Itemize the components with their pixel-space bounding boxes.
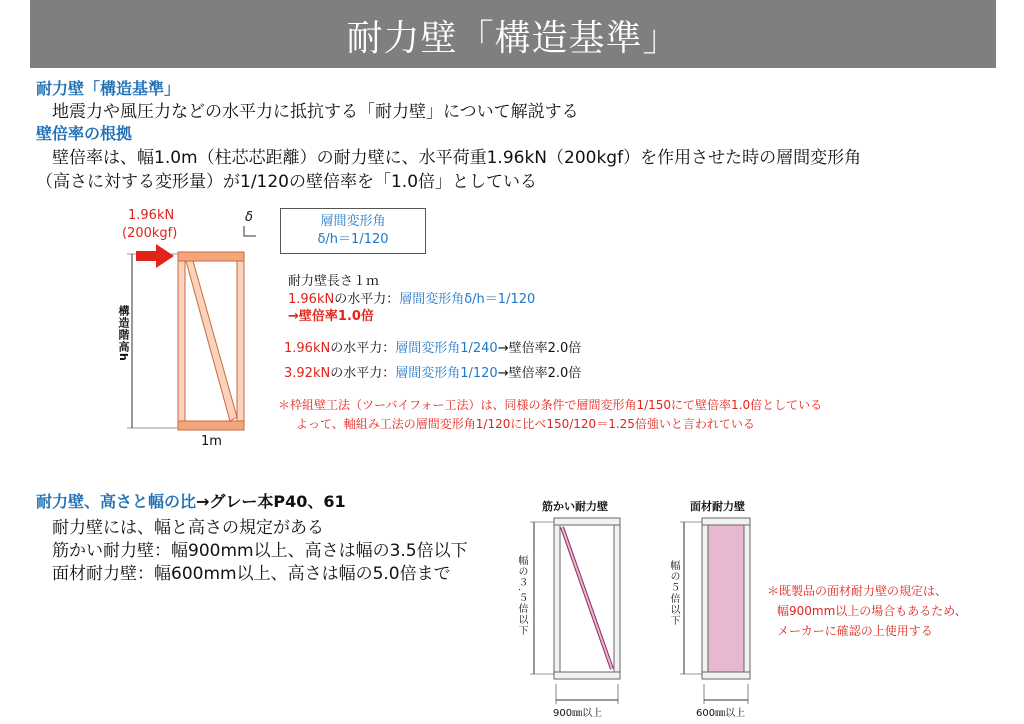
brace-ratio-label: 幅の３.５倍以下	[516, 555, 527, 637]
case3-line	[284, 362, 581, 381]
case2-angle: 層間変形角1/240	[395, 341, 498, 356]
panel-width-label: 600㎜以上	[696, 708, 746, 719]
brace-wall-title: 筋かい耐力壁	[542, 500, 608, 513]
case1-angle: 層間変形角δ/h＝1/120	[399, 292, 536, 307]
drift-angle-box	[280, 208, 426, 254]
wall-frame-diagram	[110, 222, 270, 434]
section3-heading-prefix: 耐力壁、高さと幅の比	[36, 492, 197, 511]
panel-note2: 幅900mm以上の場合もあるため、	[777, 604, 967, 618]
case2-line	[284, 337, 581, 356]
case2-result: →壁倍率2.0倍	[497, 341, 582, 356]
case1-result: →壁倍率1.0倍	[288, 309, 374, 324]
section3-heading-suffix: →グレー本P40、61	[196, 492, 346, 511]
delta-label: δ	[245, 210, 253, 225]
panel-note1: ＊既製品の面材耐力壁の規定は、	[767, 584, 948, 598]
case2-mid: の水平力：	[330, 341, 396, 356]
section3-line2: 筋かい耐力壁：幅900mm以上、高さは幅の3.5倍以下	[52, 541, 468, 561]
force-arrow-icon	[136, 244, 174, 268]
case2-force: 1.96kN	[284, 341, 331, 356]
framing-note1: ＊枠組壁工法（ツーバイフォー工法）は、同様の条件で層間変形角1/150にて壁倍率1.0倍としている	[278, 398, 823, 412]
case3-angle: 層間変形角1/120	[395, 366, 498, 381]
width-label: 1m	[201, 434, 222, 449]
brace-width-label: 900㎜以上	[553, 708, 603, 719]
title-bar	[30, 0, 996, 68]
brace	[186, 261, 237, 421]
panel-note3: メーカーに確認の上使用する	[777, 624, 933, 638]
right-post	[237, 261, 244, 421]
section3-heading	[36, 489, 346, 512]
section2-line1: 壁倍率は、幅1.0m（柱芯芯距離）の耐力壁に、水平荷重1.96kN（200kgf）を作用させた時の層間変形角	[52, 148, 862, 168]
force-kgf-label: (200kgf)	[122, 226, 178, 241]
bottom-sill	[178, 421, 244, 430]
box-line2: δ/h＝1/120	[317, 232, 389, 247]
force-kn-label: 1.96kN	[128, 208, 175, 223]
top-beam	[178, 252, 244, 261]
panel-ratio-label: 幅の５倍以下	[668, 560, 679, 626]
height-label: 構造階高h	[117, 305, 130, 362]
case3-result: →壁倍率2.0倍	[497, 366, 582, 381]
left-post	[178, 261, 185, 421]
framing-note2: よって、軸組み工法の層間変形角1/120に比べ150/120＝1.25倍強いと言われている	[296, 417, 755, 431]
section2-heading: 壁倍率の根拠	[36, 124, 133, 143]
case3-mid: の水平力：	[330, 366, 396, 381]
case1-force: 1.96kN	[288, 292, 335, 307]
case1-mid: の水平力：	[334, 292, 400, 307]
section3-line1: 耐力壁には、幅と高さの規定がある	[52, 518, 324, 538]
section1-heading: 耐力壁「構造基準」	[36, 79, 181, 98]
section1-text: 地震力や風圧力などの水平力に抵抗する「耐力壁」について解説する	[52, 102, 579, 122]
case3-force: 3.92kN	[284, 366, 331, 381]
section3-line3: 面材耐力壁：幅600mm以上、高さは幅の5.0倍まで	[52, 564, 451, 584]
box-line1: 層間変形角	[320, 214, 386, 229]
wall-length-text: 耐力壁長さ１ｍ	[288, 274, 380, 289]
panel-wall-title: 面材耐力壁	[690, 500, 745, 513]
delta-bracket	[244, 226, 256, 236]
section2-line2: （高さに対する変形量）が1/120の壁倍率を「1.0倍」としている	[36, 172, 538, 192]
page-title: 耐力壁「構造基準」	[346, 18, 680, 59]
